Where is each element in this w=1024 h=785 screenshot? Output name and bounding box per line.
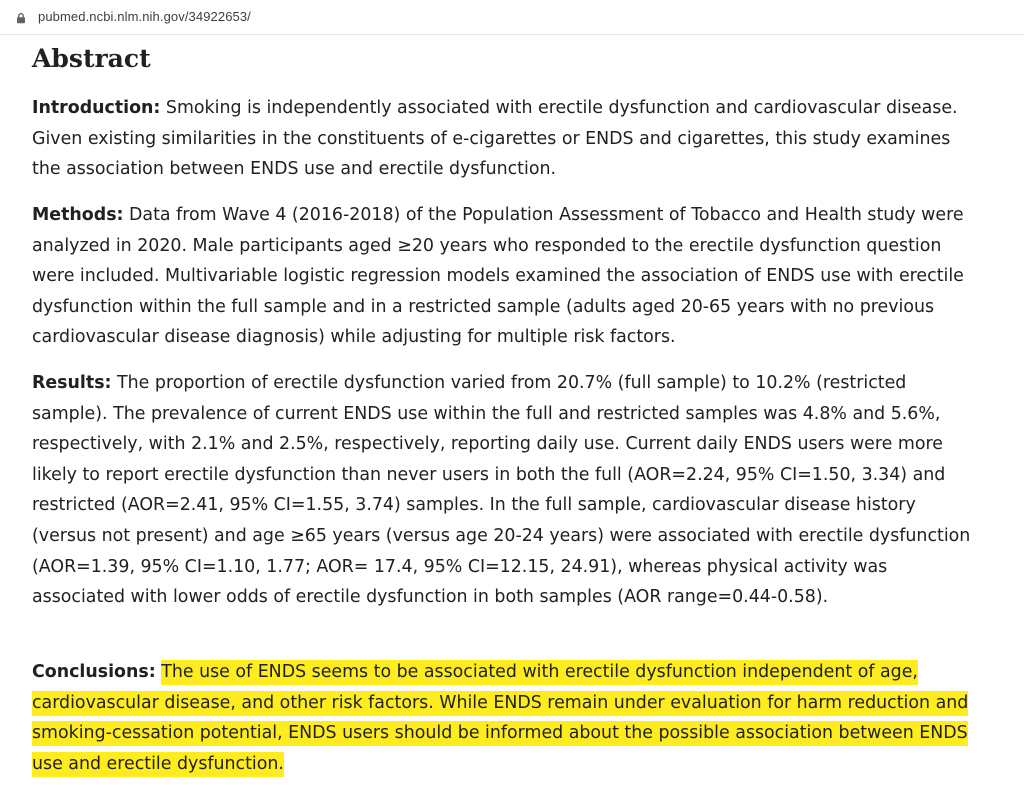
- results-label: Results:: [32, 373, 112, 393]
- abstract-conclusions: [32, 657, 972, 779]
- introduction-label: Introduction:: [32, 98, 161, 118]
- methods-label: Methods:: [32, 205, 124, 225]
- url-text[interactable]: pubmed.ncbi.nlm.nih.gov/34922653/: [38, 9, 251, 24]
- highlighted-conclusions-text: The use of ENDS seems to be associated with erectile dysfunction independent of age, cardiovascular disease, and other risk factors. While ENDS remain under evaluation for harm reduction and smoking-cessation potential, ENDS users should be informed about the possible association between ENDS use and erectile dysfunction.: [32, 660, 968, 777]
- abstract-introduction: [32, 93, 972, 185]
- methods-text: Data from Wave 4 (2016-2018) of the Population Assessment of Tobacco and Health study were analyzed in 2020. Male participants aged ≥20 years who responded to the erectile dysfunction question were included. Multivariable logistic regression models examined the association of ENDS use with erectile dysfunction within the full sample and in a restricted sample (adults aged 20-65 years with no previous cardiovascular disease diagnosis) while adjusting for multiple risk factors.: [32, 205, 964, 348]
- abstract-heading: Abstract: [32, 44, 151, 73]
- abstract-methods: [32, 200, 972, 353]
- results-text: The proportion of erectile dysfunction varied from 20.7% (full sample) to 10.2% (restricted sample). The prevalence of current ENDS use within the full and restricted samples was 4.8% and 5.6%, respectively, with 2.1% and 2.5%, respectively, reporting daily use. Current daily ENDS users were more likely to report erectile dysfunction than never users in both the full (AOR=2.24, 95% CI=1.50, 3.34) and restricted (AOR=2.41, 95% CI=1.55, 3.74) samples. In the full sample, cardiovascular disease history (versus not present) and age ≥65 years (versus age 20-24 years) were associated with erectile dysfunction (AOR=1.39, 95% CI=1.10, 1.77; AOR= 17.4, 95% CI=12.15, 24.91), whereas physical activity was associated with lower odds of erectile dysfunction in both samples (AOR range=0.44-0.58).: [32, 373, 971, 608]
- abstract-results: [32, 368, 972, 613]
- lock-icon[interactable]: [15, 12, 27, 24]
- introduction-text: Smoking is independently associated with erectile dysfunction and cardiovascular disease. Given existing similarities in the constituents of e-cigarettes or ENDS and cigarettes, this study examines the association between ENDS use and erectile dysfunction.: [32, 98, 958, 180]
- address-bar[interactable]: [0, 0, 1024, 35]
- conclusions-label: Conclusions:: [32, 662, 156, 682]
